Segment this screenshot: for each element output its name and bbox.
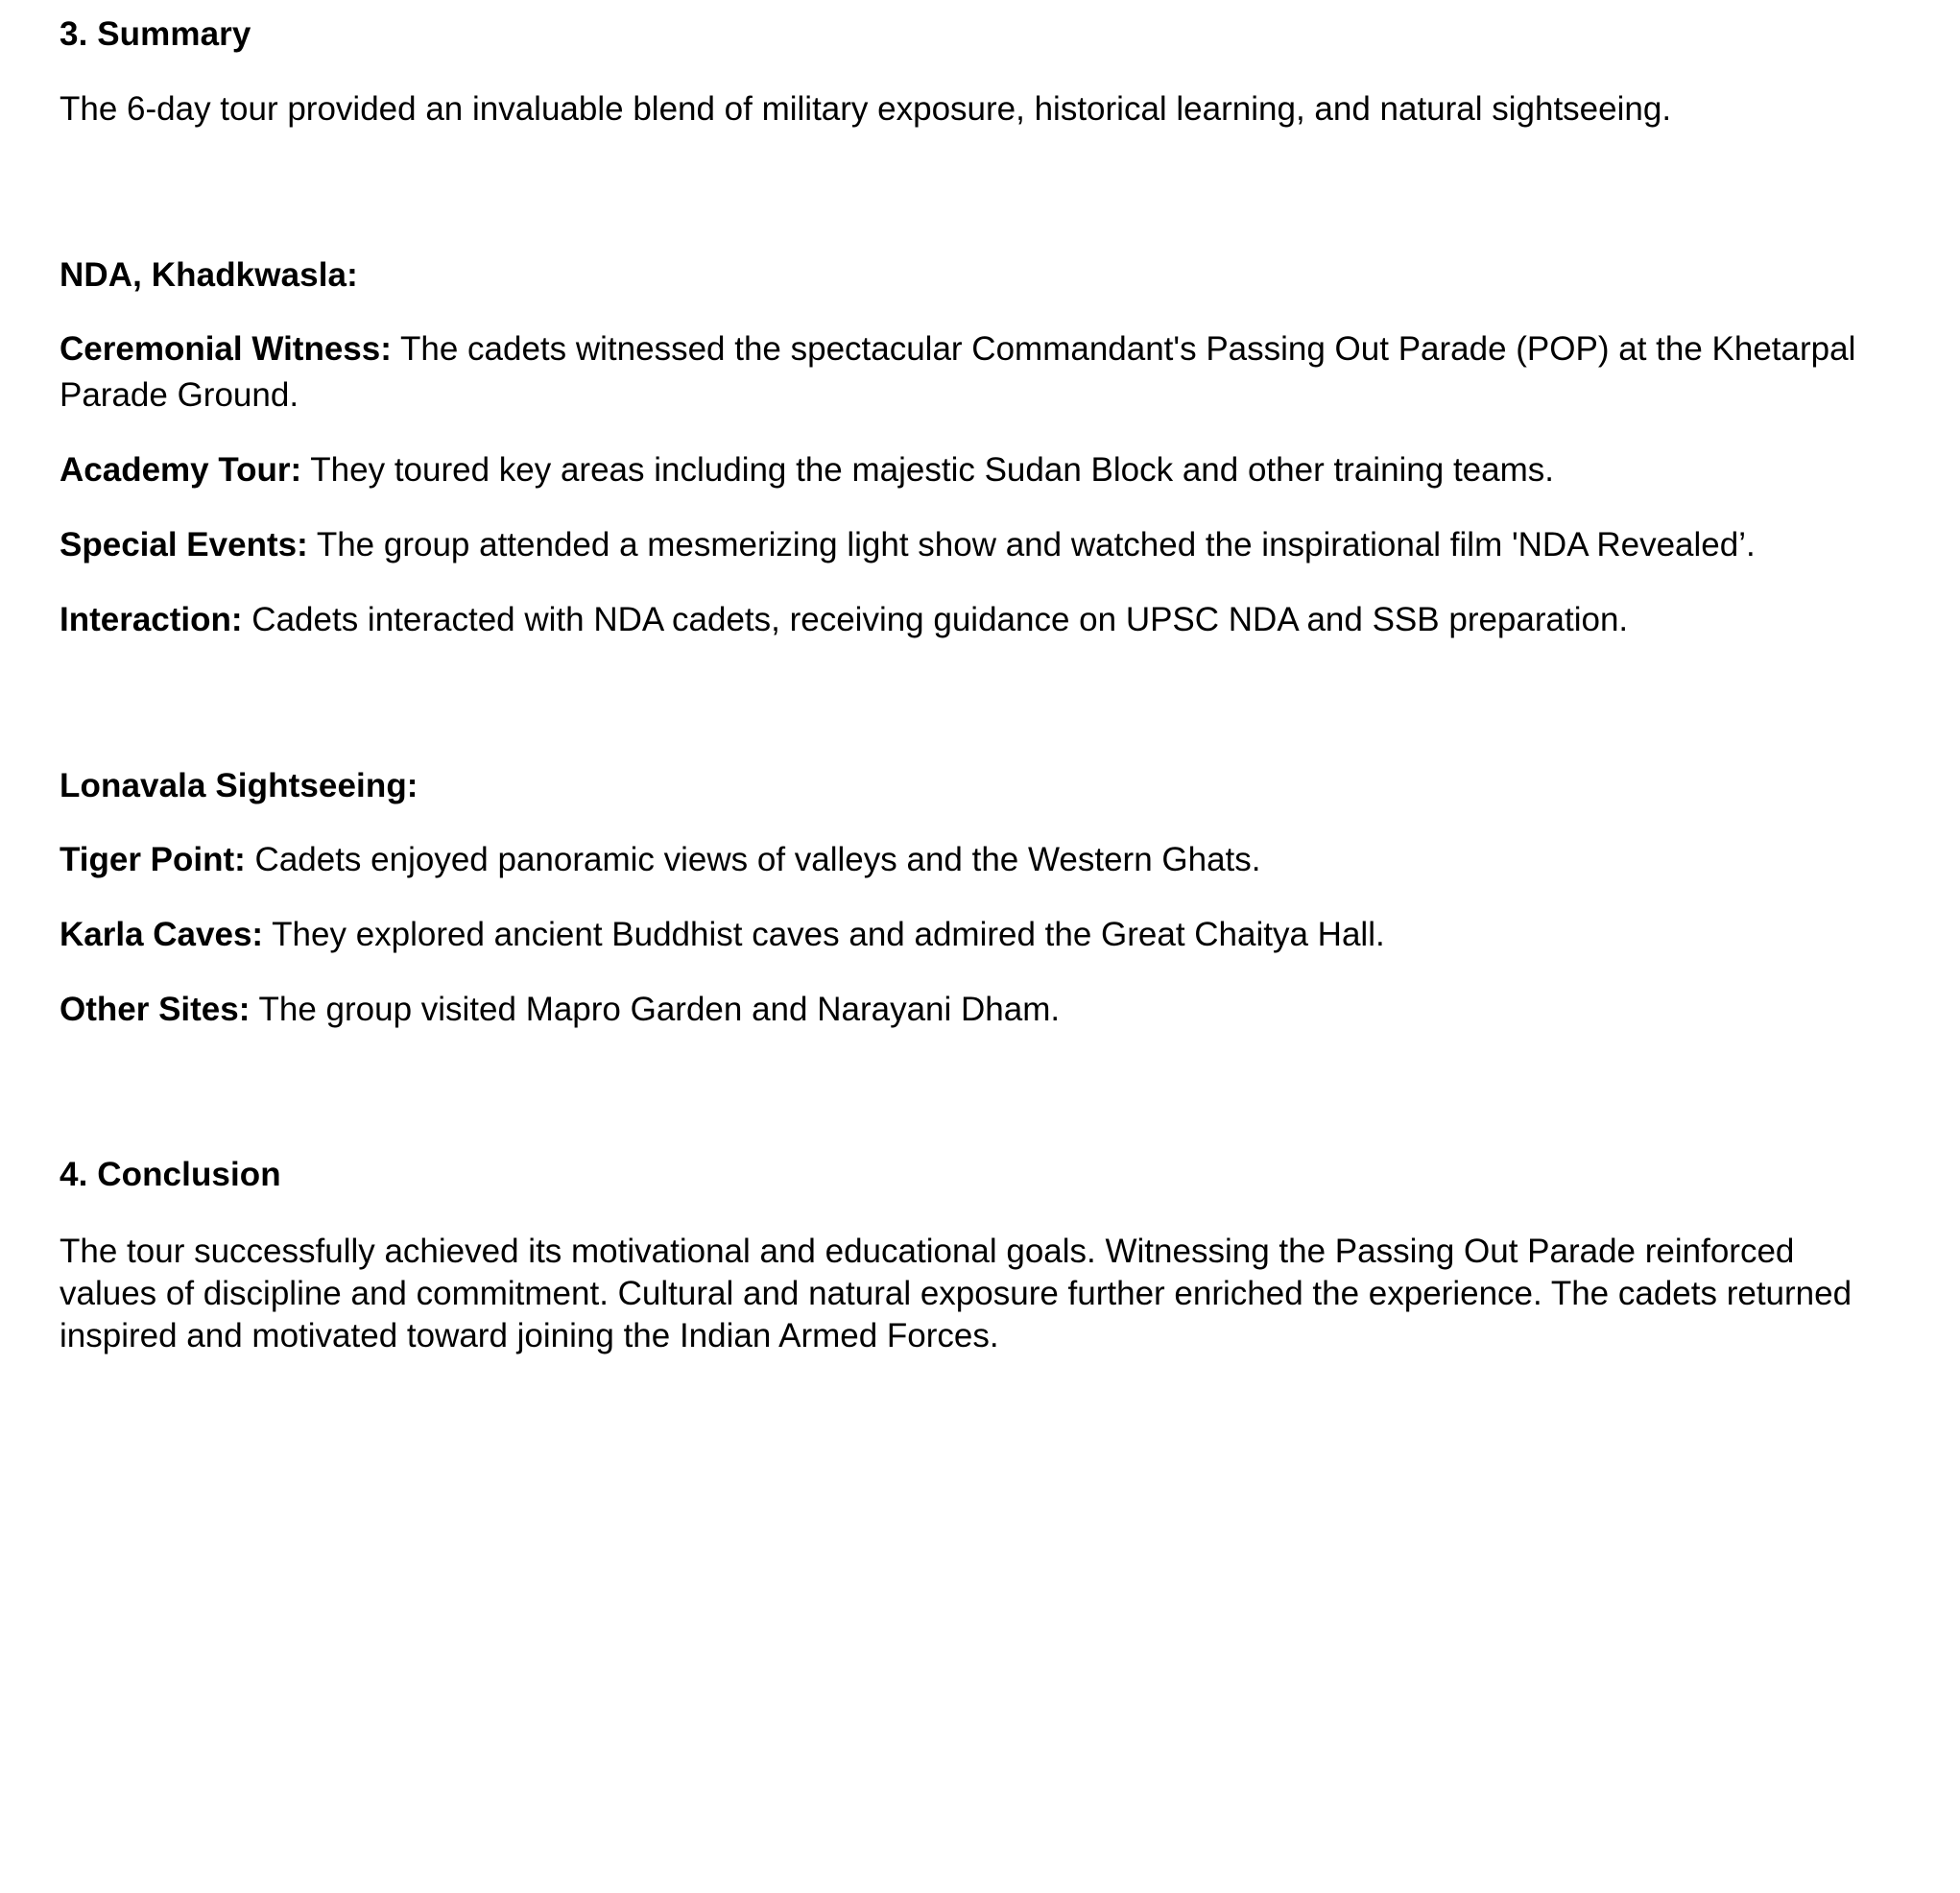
item-academy-tour [60, 447, 1881, 493]
item-lead-label: Interaction: [60, 601, 243, 638]
subheading-nda-khadkwasla: NDA, Khadkwasla: [60, 256, 358, 294]
section-heading-summary: 3. Summary [60, 15, 251, 53]
spacer [60, 1196, 1881, 1231]
item-body-text: Cadets enjoyed panoramic views of valleys and the Western Ghats. [245, 841, 1261, 878]
subheading-lonavala-sightseeing: Lonavala Sightseeing: [60, 767, 418, 804]
item-lead-label: Academy Tour: [60, 451, 302, 489]
item-body-text: They toured key areas including the majestic Sudan Block and other training teams. [301, 451, 1554, 489]
item-body-text: The group attended a mesmerizing light show and watched the inspirational film 'NDA Revealed’. [307, 526, 1756, 563]
summary-intro-paragraph: The 6-day tour provided an invaluable blend of military exposure, historical learning, and natural sightseeing. [60, 90, 1672, 128]
spacer [60, 568, 1881, 597]
item-lead-label: Ceremonial Witness: [60, 330, 392, 368]
spacer [60, 958, 1881, 987]
spacer [60, 56, 1881, 86]
item-interaction [60, 597, 1881, 643]
spacer [60, 643, 1881, 764]
spacer [60, 298, 1881, 326]
item-ceremonial-witness [60, 326, 1881, 419]
section-heading-conclusion: 4. Conclusion [60, 1156, 281, 1193]
item-lead-label: Tiger Point: [60, 841, 246, 878]
item-body-text: They explored ancient Buddhist caves and admired the Great Chaitya Hall. [263, 916, 1385, 953]
spacer [60, 808, 1881, 837]
top-spacer [60, 0, 1881, 13]
item-body-text: The cadets witnessed the spectacular Commandant's Passing Out Parade (POP) at the Khetarpal Parade Ground. [60, 330, 1856, 414]
item-special-events [60, 522, 1881, 568]
item-lead-label: Karla Caves: [60, 916, 264, 953]
item-body-text: The group visited Mapro Garden and Narayani Dham. [250, 991, 1061, 1028]
spacer [60, 419, 1881, 447]
spacer [60, 493, 1881, 522]
item-lead-label: Special Events: [60, 526, 308, 563]
item-body-text: Cadets interacted with NDA cadets, receiving guidance on UPSC NDA and SSB preparation. [242, 601, 1629, 638]
item-lead-label: Other Sites: [60, 991, 251, 1028]
item-tiger-point [60, 837, 1881, 883]
conclusion-paragraph: The tour successfully achieved its motivational and educational goals. Witnessing the Passing Out Parade reinforced values of discipline and commitment. Cultural and natural exposure further enriched the experience. The cadets returned inspired and motivated toward joining the Indian Armed Forces. [60, 1233, 1852, 1354]
item-karla-caves [60, 912, 1881, 958]
spacer [60, 1033, 1881, 1154]
item-other-sites [60, 987, 1881, 1033]
spacer [60, 132, 1881, 253]
spacer [60, 883, 1881, 912]
